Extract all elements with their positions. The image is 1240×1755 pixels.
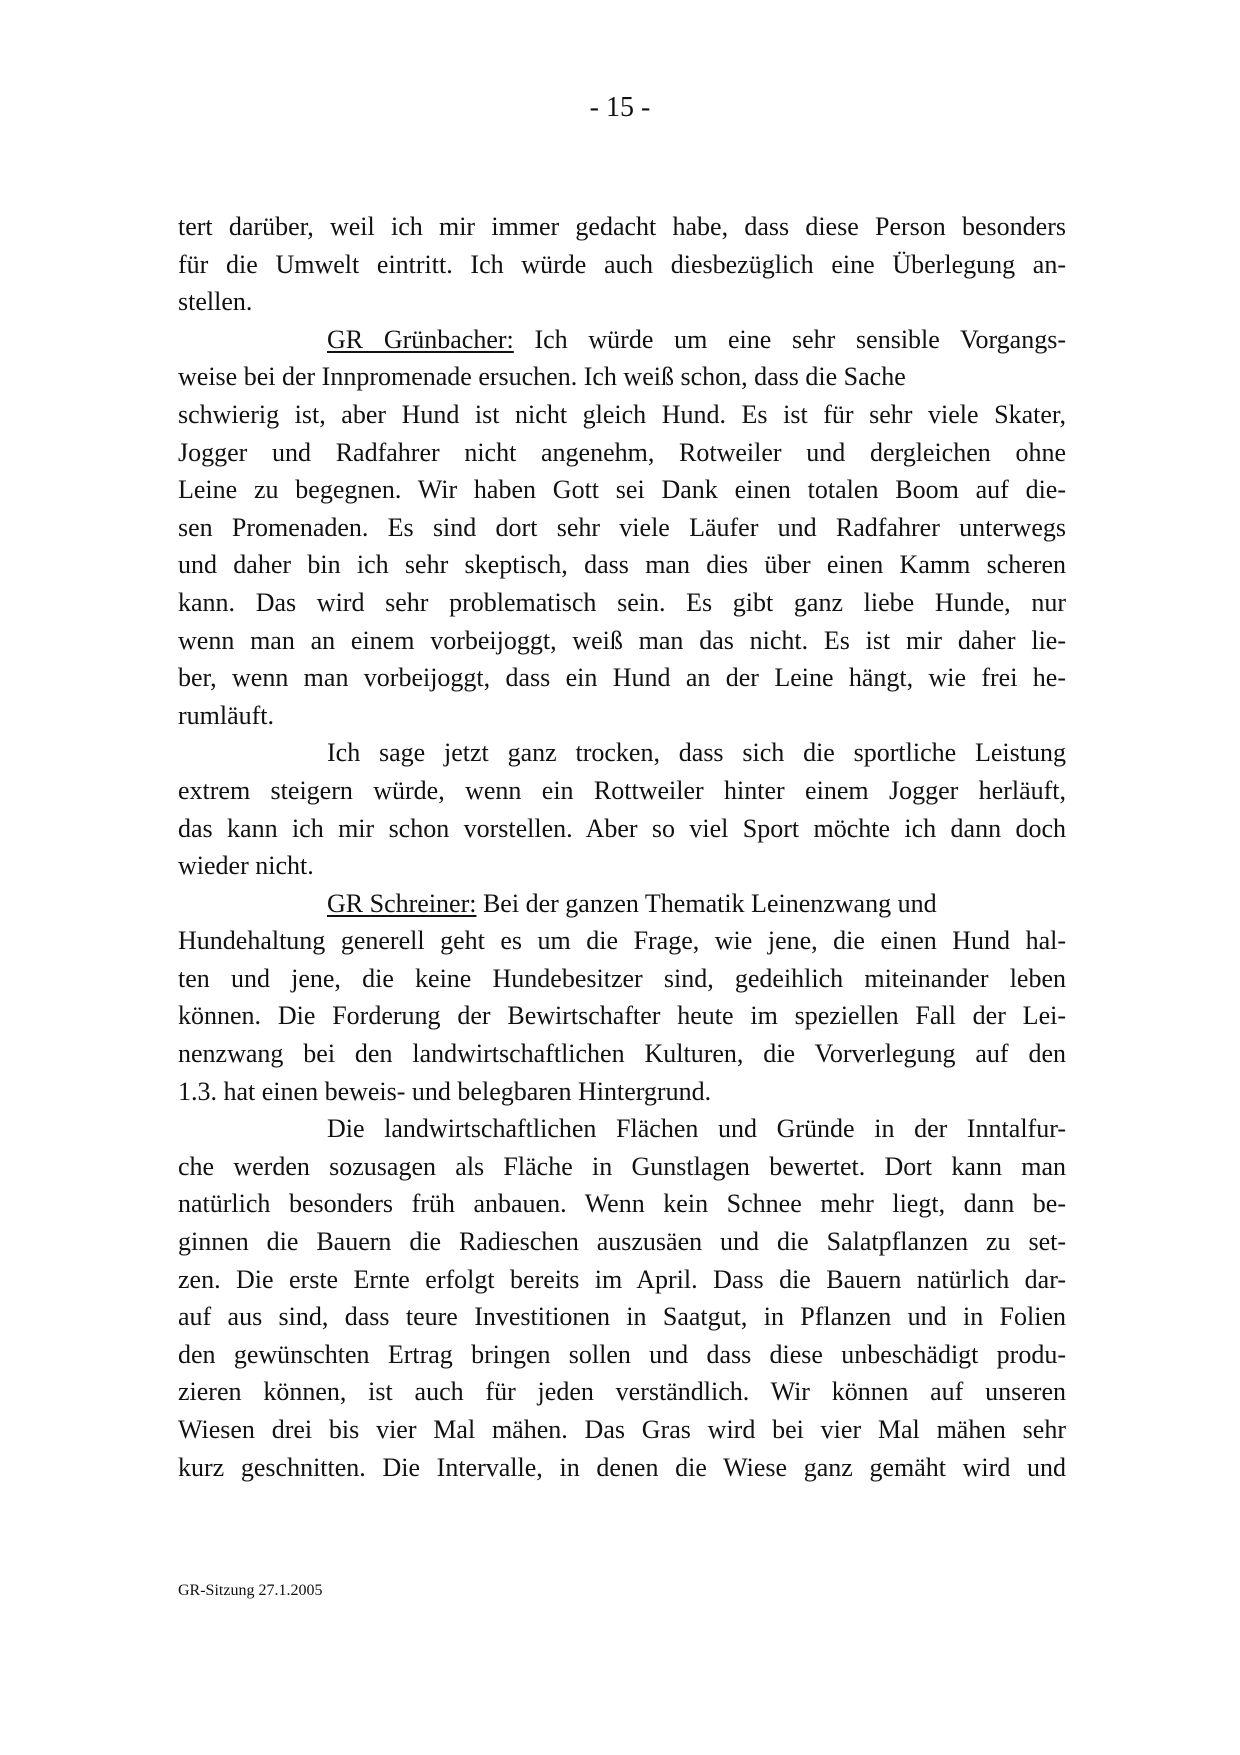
- line-text: Hundehaltung generell geht es um die Frage, wie jene, die einen Hund hal-: [178, 926, 1066, 956]
- line-text: auf aus sind, dass teure Investitionen in Saatgut, in Pflanzen und in Folien: [178, 1302, 1066, 1332]
- line-text: den gewünschten Ertrag bringen sollen und dass diese unbeschädigt produ-: [178, 1339, 1066, 1369]
- text-line: [178, 1336, 1066, 1374]
- line-text: wenn man an einem vorbeijoggt, weiß man das nicht. Es ist mir daher lie-: [178, 625, 1066, 655]
- text-line: [178, 1110, 1066, 1148]
- line-text: und daher bin ich sehr skeptisch, dass man dies über einen Kamm scheren: [178, 550, 1066, 580]
- text-line: [178, 659, 1066, 697]
- text-line: [178, 1035, 1066, 1073]
- text-line: [178, 1223, 1066, 1261]
- line-text: ten und jene, die keine Hundebesitzer sind, gedeihlich miteinander leben: [178, 963, 1066, 993]
- text-line: [178, 1261, 1066, 1299]
- text-line: [178, 734, 1066, 772]
- text-line: [178, 847, 1066, 885]
- line-text: zen. Die erste Ernte erfolgt bereits im April. Dass die Bauern natürlich dar-: [178, 1264, 1066, 1294]
- line-text: ber, wenn man vorbeijoggt, dass ein Hund an der Leine hängt, wie frei he-: [178, 663, 1066, 693]
- line-text: ginnen die Bauern die Radieschen auszusäen und die Salatpflanzen zu set-: [178, 1227, 1066, 1257]
- line-text: können. Die Forderung der Bewirtschafter heute im speziellen Fall der Lei-: [178, 1001, 1066, 1031]
- page-number: - 15 -: [589, 92, 651, 123]
- line-text: Ich sage jetzt ganz trocken, dass sich die sportliche Leistung: [327, 738, 1066, 768]
- speaker-name: GR Grünbacher:: [327, 324, 514, 354]
- footer-session-date: GR-Sitzung 27.1.2005: [178, 1582, 323, 1599]
- line-text: das kann ich mir schon vorstellen. Aber so viel Sport möchte ich dann doch: [178, 813, 1066, 843]
- line-text: Ich würde um eine sehr sensible Vorgangs-: [513, 324, 1066, 354]
- line-text: extrem steigern würde, wenn ein Rottweiler hinter einem Jogger herläuft,: [178, 775, 1066, 805]
- line-text: Bei der ganzen Thematik Leinenzwang und: [476, 888, 937, 918]
- text-line: [178, 546, 1066, 584]
- line-text: Wiesen drei bis vier Mal mähen. Das Gras wird bei vier Mal mähen sehr: [178, 1415, 1066, 1444]
- line-text: tert darüber, weil ich mir immer gedacht habe, dass diese Person besonders: [178, 212, 1066, 241]
- line-text: rumläuft.: [178, 700, 275, 730]
- text-line: [178, 208, 1066, 246]
- line-text: kurz geschnitten. Die Intervalle, in denen die Wiese ganz gemäht wird und: [178, 1452, 1066, 1482]
- text-line: [178, 509, 1066, 547]
- line-text: schwierig ist, aber Hund ist nicht gleich Hund. Es ist für sehr viele Skater,: [178, 399, 1066, 429]
- text-line: [178, 622, 1066, 660]
- text-line: [178, 1073, 1066, 1111]
- line-text: nenzwang bei den landwirtschaftlichen Kulturen, die Vorverlegung auf den: [178, 1039, 1066, 1069]
- speaker-name: GR Schreiner:: [327, 888, 477, 918]
- text-line: [178, 1185, 1066, 1223]
- text-line: [178, 697, 1066, 735]
- text-line: [178, 922, 1066, 960]
- text-line: [178, 1298, 1066, 1336]
- text-line: [178, 1373, 1066, 1411]
- text-line: [178, 1148, 1066, 1186]
- text-line: [178, 1411, 1066, 1449]
- document-body: [178, 208, 1066, 1486]
- line-text: zieren können, ist auch für jeden verständlich. Wir können auf unseren: [178, 1377, 1066, 1407]
- line-text: für die Umwelt eintritt. Ich würde auch diesbezüglich eine Überlegung an-: [178, 249, 1066, 279]
- text-line: [178, 321, 1066, 359]
- line-text: sen Promenaden. Es sind dort sehr viele Läufer und Radfahrer unterwegs: [178, 512, 1066, 542]
- text-line: [178, 246, 1066, 284]
- line-text: kann. Das wird sehr problematisch sein. Es gibt ganz liebe Hunde, nur: [178, 587, 1066, 617]
- line-text: natürlich besonders früh anbauen. Wenn kein Schnee mehr liegt, dann be-: [178, 1189, 1066, 1219]
- line-text: wieder nicht.: [178, 851, 314, 881]
- line-text: Jogger und Radfahrer nicht angenehm, Rotweiler und dergleichen ohne: [178, 437, 1066, 467]
- line-text: Leine zu begegnen. Wir haben Gott sei Dank einen totalen Boom auf die-: [178, 475, 1066, 505]
- text-line: [178, 960, 1066, 998]
- text-line: [178, 396, 1066, 434]
- text-line: [178, 997, 1066, 1035]
- line-text: che werden sozusagen als Fläche in Gunstlagen bewertet. Dort kann man: [178, 1151, 1066, 1181]
- line-text: weise bei der Innpromenade ersuchen. Ich weiß schon, dass die Sache: [178, 362, 906, 392]
- text-line: [178, 434, 1066, 472]
- text-line: [178, 772, 1066, 810]
- line-text: Die landwirtschaftlichen Flächen und Gründe in der Inntalfur-: [327, 1114, 1066, 1144]
- line-text: stellen.: [178, 287, 253, 317]
- text-line: [178, 885, 1066, 923]
- line-text: 1.3. hat einen beweis- und belegbaren Hintergrund.: [178, 1076, 712, 1106]
- text-line: [178, 358, 1066, 396]
- text-line: [178, 1449, 1066, 1487]
- text-line: [178, 810, 1066, 848]
- text-line: [178, 584, 1066, 622]
- text-line: [178, 283, 1066, 321]
- text-line: [178, 471, 1066, 509]
